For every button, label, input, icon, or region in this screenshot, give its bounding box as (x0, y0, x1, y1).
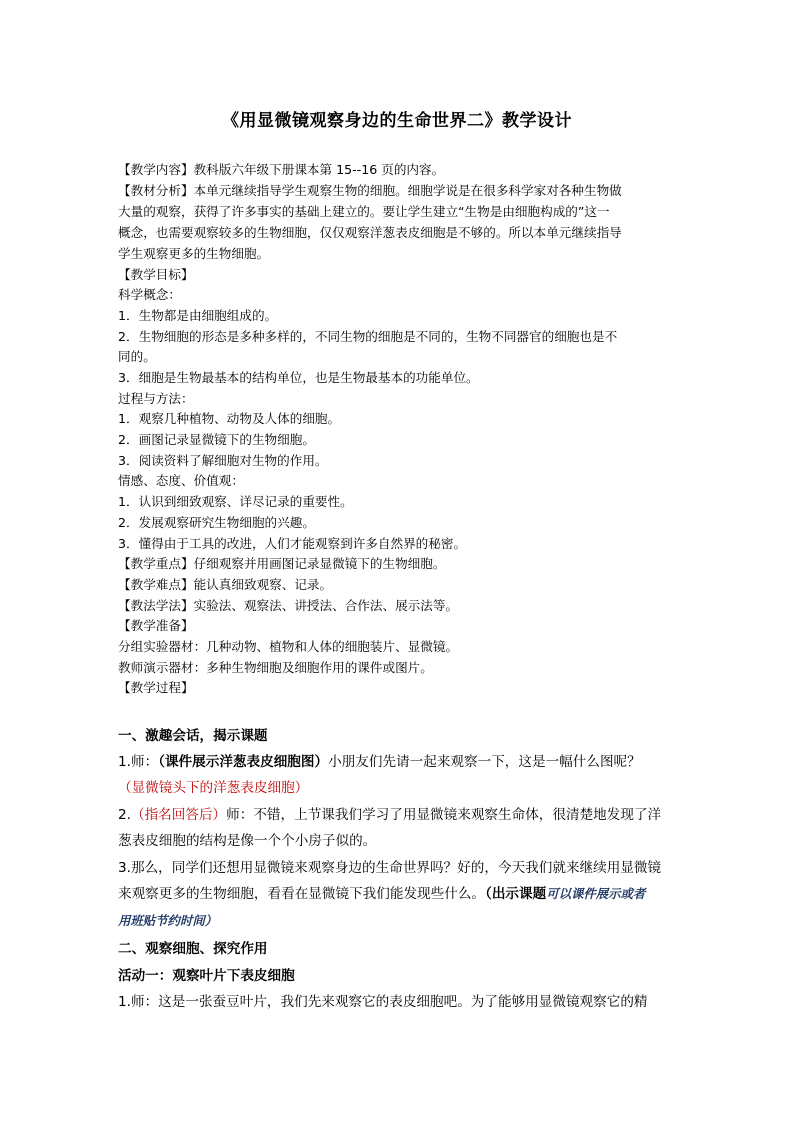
text-line: 2．生物细胞的形态是多种多样的，不同生物的细胞是不同的，生物不同器官的细胞也是不 (118, 329, 618, 344)
text-line: 分组实验器材：几种动物、植物和人体的细胞装片、显微镜。 (118, 639, 459, 654)
paragraph-text: 师：不错，上节课我们学习了用显微镜来观察生命体，很清楚地发现了洋 (226, 807, 662, 823)
text-line: 3．阅读资料了解细胞对生物的作用。 (118, 453, 328, 468)
text-line: 1．观察几种植物、动物及人体的细胞。 (118, 411, 341, 426)
paragraph-line: 1.师：这是一张蚕豆叶片，我们先来观察它的表皮细胞吧。为了能够用显微镜观察它的精 (118, 994, 648, 1010)
section-heading: 一、激趣会话，揭示课题 (118, 728, 268, 744)
paragraph-line (118, 753, 678, 771)
courseware-tip: 用班贴节约时间） (118, 913, 218, 928)
text-line: 学生观察更多的生物细胞。 (118, 246, 270, 261)
text-line: 科学概念： (118, 287, 181, 302)
text-line: 【教学准备】 (118, 618, 194, 633)
text-line: 过程与方法： (118, 391, 194, 406)
paragraph-text: 小朋友们先请一起来观察一下，这是一幅什么图呢？ (328, 754, 641, 770)
text-line: 【教材分析】本单元继续指导学生观察生物的细胞。细胞学说是在很多科学家对各种生物做 (118, 183, 622, 198)
text-line: 2．发展观察研究生物细胞的兴趣。 (118, 515, 315, 530)
paragraph-line: 葱表皮细胞的结构是像一个个小房子似的。 (118, 833, 377, 849)
activity-heading: 活动一：观察叶片下表皮细胞 (118, 968, 295, 984)
text-line: 大量的观察，获得了许多事实的基础上建立的。要让学生建立“生物是由细胞构成的”这一 (118, 204, 610, 219)
text-line: 【教法学法】实验法、观察法、讲授法、合作法、展示法等。 (118, 598, 459, 613)
text-line: 【教学难点】能认真细致观察、记录。 (118, 577, 333, 592)
text-line: 1．生物都是由细胞组成的。 (118, 308, 278, 323)
paragraph-text: 来观察更多的生物细胞，看看在显微镜下我们能发现些什么。 (118, 886, 486, 902)
paragraph-prefix: 2. (118, 807, 131, 823)
text-line: 教师演示器材：多种生物细胞及细胞作用的课件或图片。 (118, 660, 433, 675)
text-line: 【教学内容】教科版六年级下册课本第 15--16 页的内容。 (118, 162, 445, 177)
text-line: 概念，也需要观察较多的生物细胞，仅仅观察洋葱表皮细胞是不够的。所以本单元继续指导 (118, 225, 622, 240)
document-title: 《用显微镜观察身边的生命世界二》教学设计 (222, 111, 572, 131)
text-line: 同的。 (118, 349, 156, 364)
topic-note: （出示课题 (485, 886, 547, 902)
text-line: 【教学过程】 (118, 680, 194, 695)
answer-note: （显微镜头下的洋葱表皮细胞） (118, 780, 309, 796)
courseware-tip: 可以课件展示或者 (546, 886, 646, 901)
text-line: 【教学目标】 (118, 267, 194, 282)
paragraph-line (118, 806, 678, 824)
paragraph-prefix: 1.师： (118, 754, 159, 770)
text-line: 2．画图记录显微镜下的生物细胞。 (118, 432, 315, 447)
text-line: 【教学重点】仔细观察并用画图记录显微镜下的生物细胞。 (118, 556, 446, 571)
text-line: 1．认识到细致观察、详尽记录的重要性。 (118, 494, 353, 509)
answer-note: （指名回答后） (130, 807, 227, 823)
paragraph-line (118, 885, 678, 903)
courseware-note: （课件展示洋葱表皮细胞图） (158, 754, 329, 770)
paragraph-line: 3.那么，同学们还想用显微镜来观察身边的生命世界吗？好的，今天我们就来继续用显微镜 (118, 860, 662, 876)
section-heading: 二、观察细胞、探究作用 (118, 941, 268, 957)
text-line: 3．细胞是生物最基本的结构单位，也是生物最基本的功能单位。 (118, 370, 479, 385)
text-line: 情感、态度、价值观： (118, 473, 244, 488)
text-line: 3．懂得由于工具的改进，人们才能观察到许多自然界的秘密。 (118, 536, 467, 551)
